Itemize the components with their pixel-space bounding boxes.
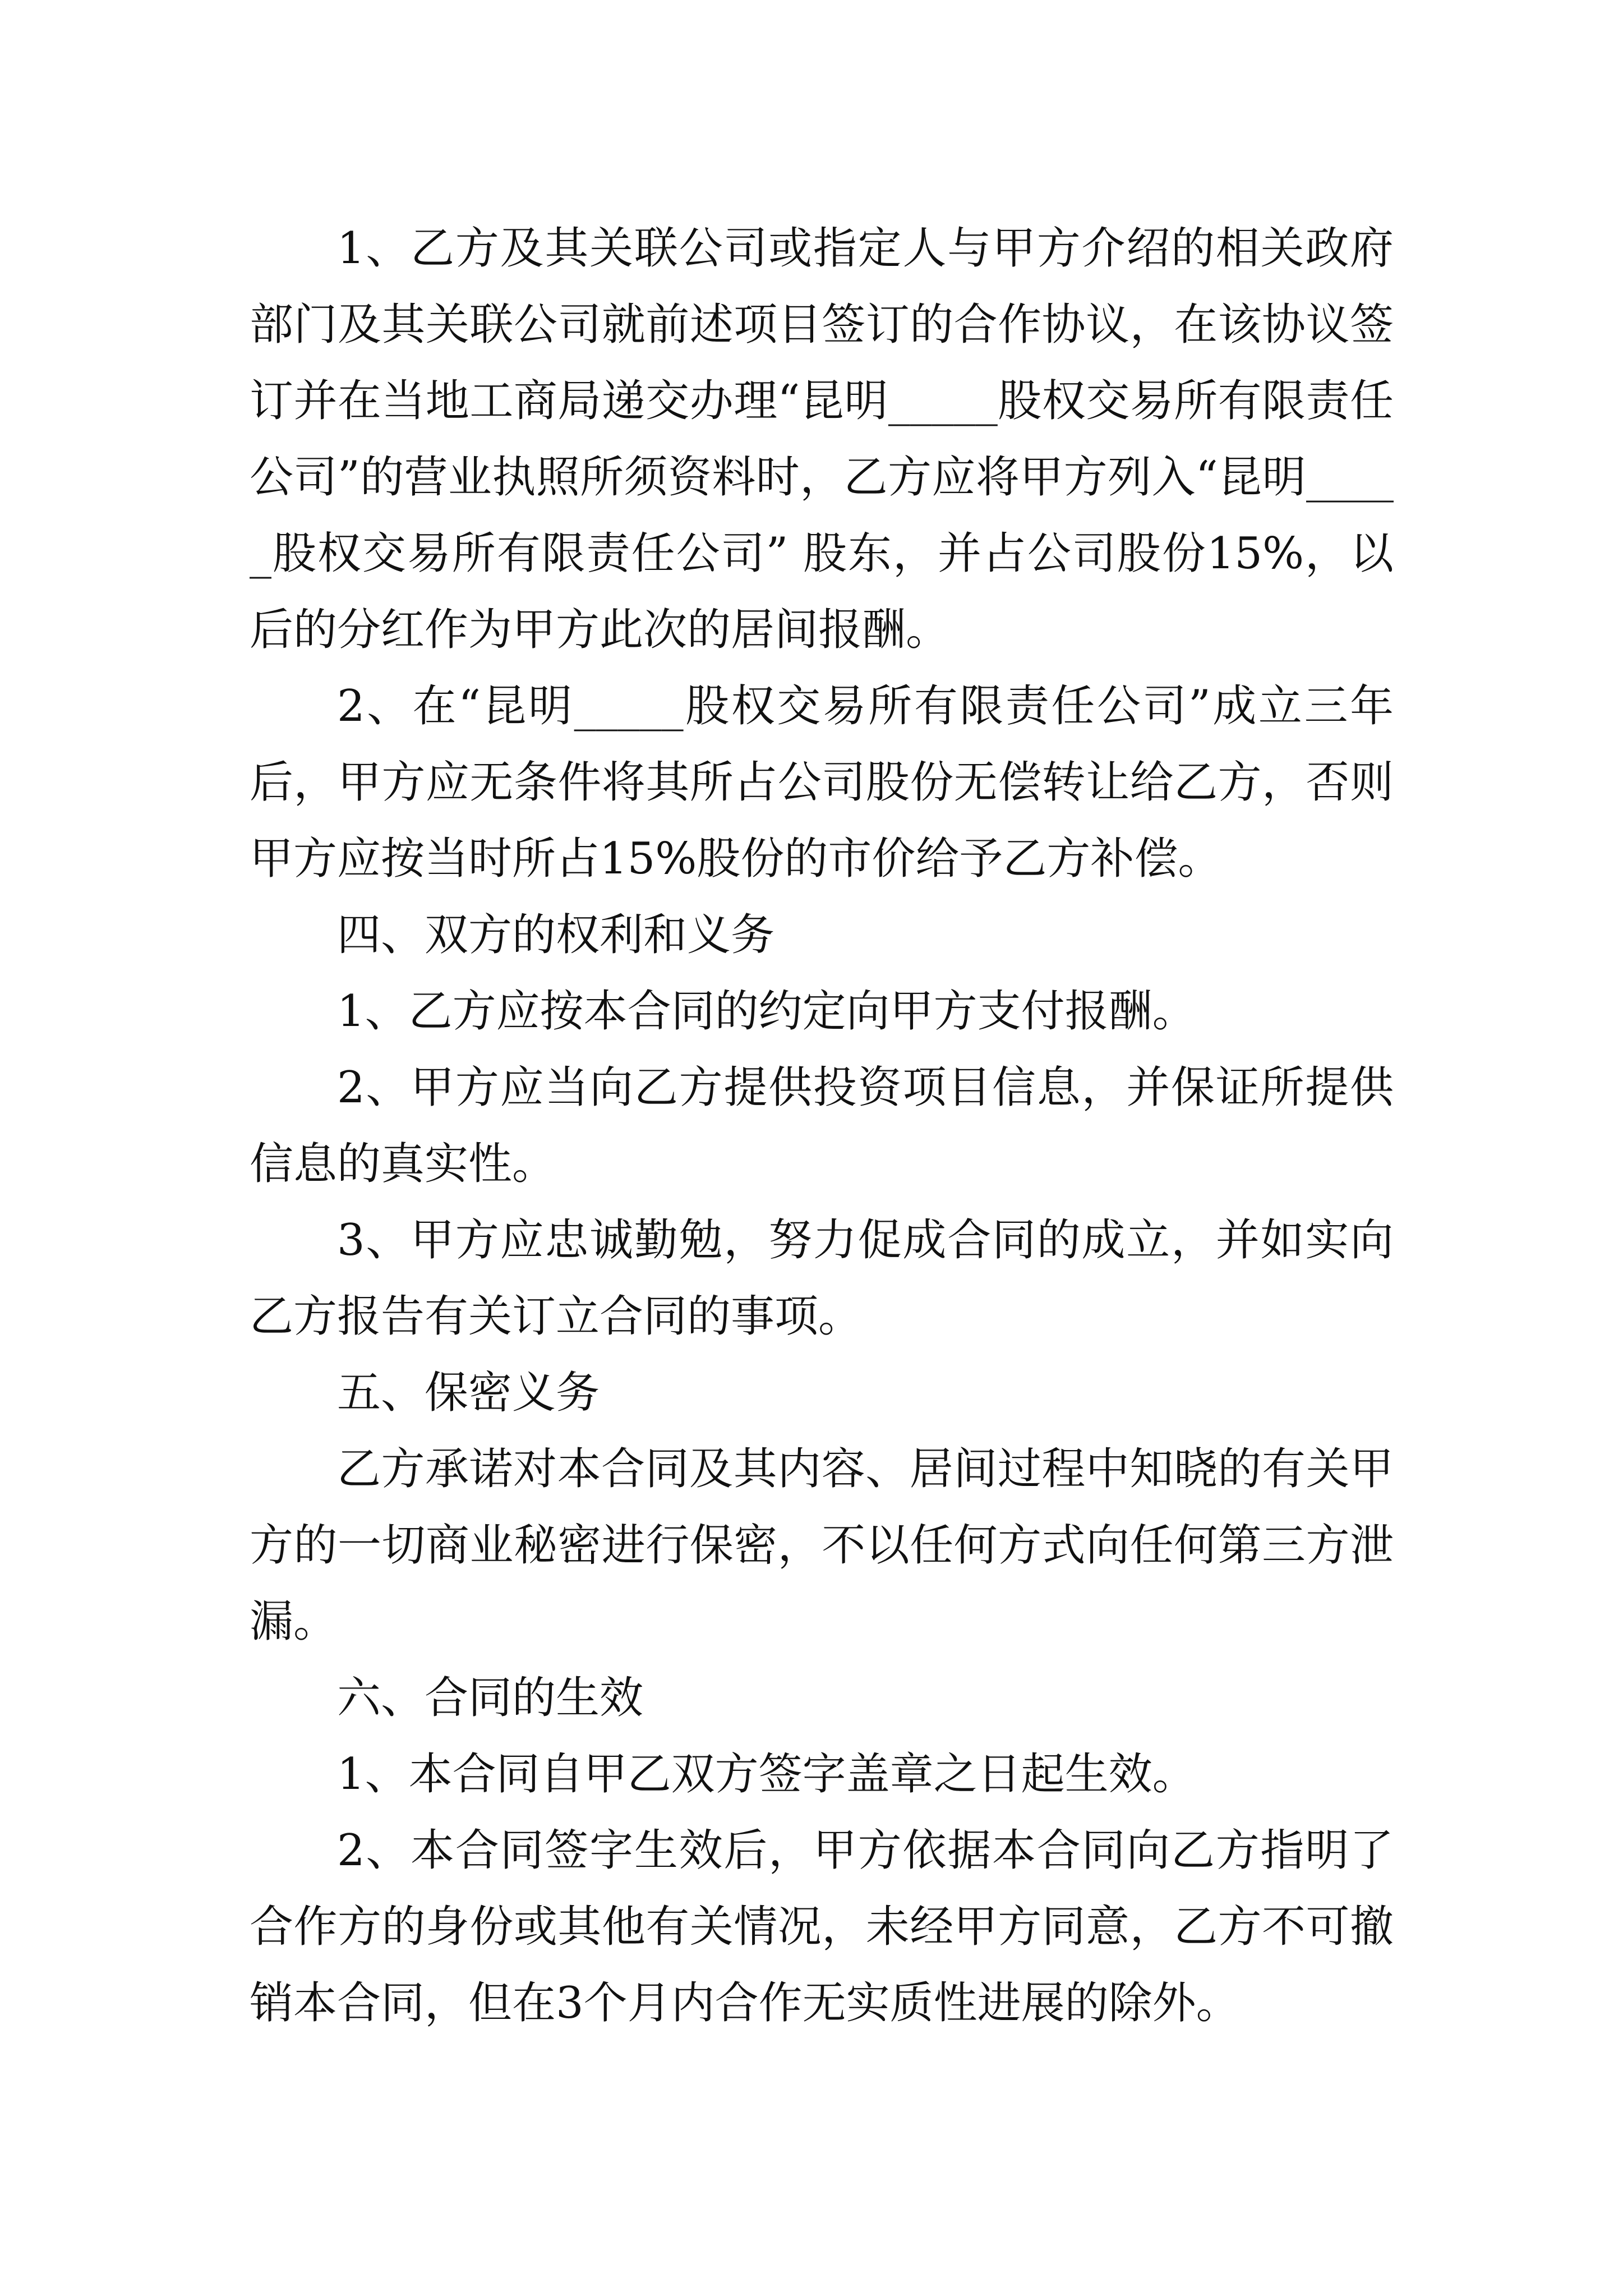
clause-paragraph: 2、本合同签字生效后，甲方依据本合同向乙方指明了合作方的身份或其他有关情况，未经甲方同意，乙方不可撤销本合同，但在3个月内合作无实质性进展的除外。 — [250, 1825, 1394, 2028]
section-heading: 六、合同的生效 — [337, 1673, 644, 1723]
section-heading: 四、双方的权利和义务 — [337, 910, 775, 960]
clause-paragraph: 2、在“昆明_____股权交易所有限责任公司”成立三年后，甲方应无条件将其所占公司股份无偿转让给乙方，否则甲方应按当时所占15%股份的市价给予乙方补偿。 — [250, 681, 1394, 884]
clause-paragraph: 1、乙方及其关联公司或指定人与甲方介绍的相关政府部门及其关联公司就前述项目签订的合作协议，在该协议签订并在当地工商局递交办理“昆明_____股权交易所有限责任公司”的营业执照所须资料时，乙方应将甲方列入“昆明_____股权交易所有限责任公司” 股东，并占公司股份15%，以后的分红作为甲方此次的居间报酬。 — [250, 223, 1394, 655]
clause-paragraph: 1、本合同自甲乙双方签字盖章之日起生效。 — [337, 1749, 1196, 1800]
section-heading: 五、保密义务 — [337, 1368, 600, 1418]
document-body — [250, 210, 1394, 2041]
clause-paragraph: 2、甲方应当向乙方提供投资项目信息，并保证所提供信息的真实性。 — [250, 1062, 1394, 1189]
clause-paragraph: 1、乙方应按本合同的约定向甲方支付报酬。 — [337, 986, 1196, 1037]
clause-paragraph: 3、甲方应忠诚勤勉，努力促成合同的成立，并如实向乙方报告有关订立合同的事项。 — [250, 1215, 1394, 1342]
clause-paragraph: 乙方承诺对本合同及其内容、居间过程中知晓的有关甲方的一切商业秘密进行保密，不以任何方式向任何第三方泄漏。 — [250, 1444, 1394, 1647]
